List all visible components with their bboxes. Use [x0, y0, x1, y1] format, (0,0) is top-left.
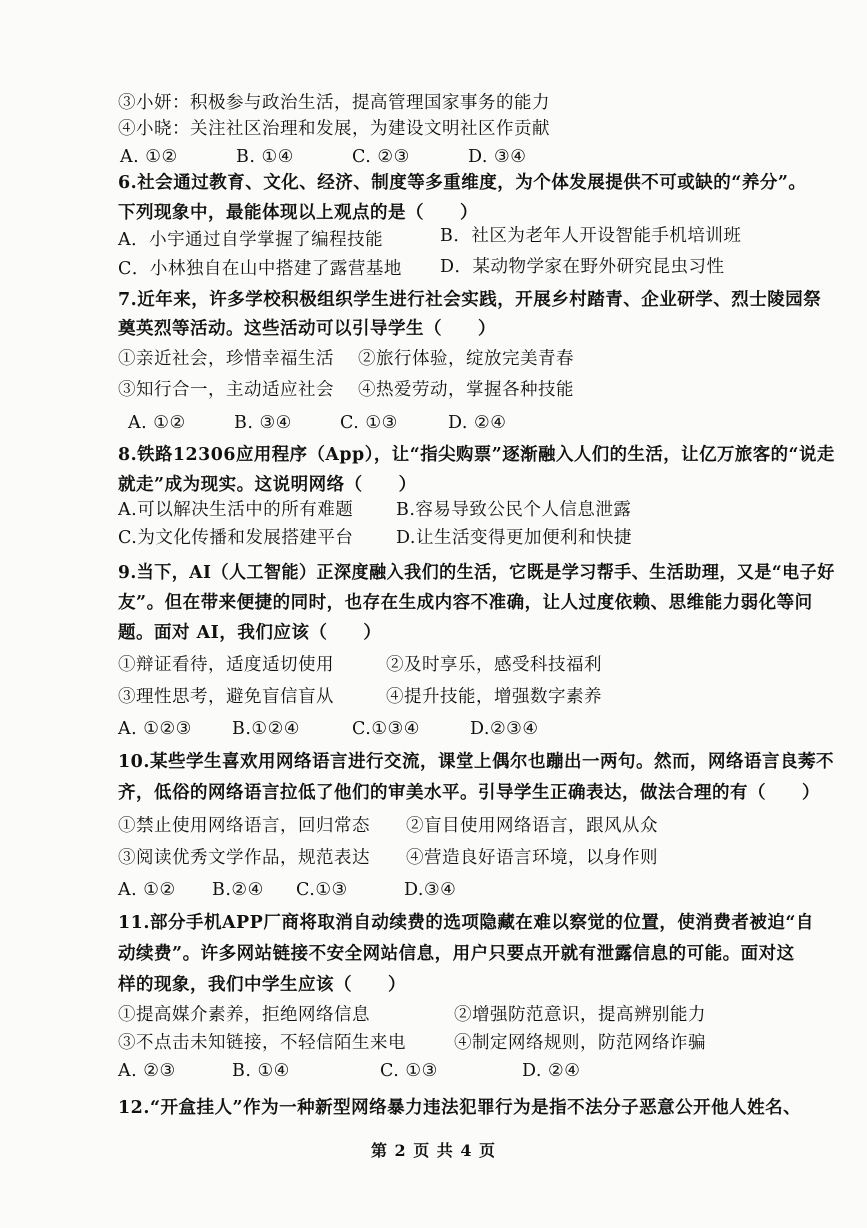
q7-answer-a: A. ①② [128, 413, 186, 433]
q11-stem-line-3: 样的现象，我们中学生应该（ ） [118, 975, 406, 995]
q11-stem-line-2: 动续费”。许多网站链接不安全网站信息，用户只要点开就有泄露信息的可能。面对这 [118, 944, 795, 964]
q9-stem-line-2: 友”。但在带来便捷的同时，也存在生成内容不准确，让人过度依赖、思维能力弱化等问 [118, 593, 813, 613]
q9-answer-a: A. ①②③ [118, 719, 192, 739]
q9-stem-line-3: 题。面对 AI，我们应该（ ） [118, 623, 382, 643]
q10-answer-c: C.①③ [296, 880, 348, 900]
q8-stem-line-1: 8.铁路12306应用程序（App），让“指尖购票”逐渐融入人们的生活，让亿万旅客的“说走 [118, 445, 835, 465]
q11-option-2: ②增强防范意识，提高辨别能力 [454, 1005, 706, 1025]
q8-option-a: A.可以解决生活中的所有难题 [118, 500, 354, 520]
q5-answer-a: A. ①② [120, 147, 178, 167]
q9-answer-b: B.①②④ [232, 719, 300, 739]
q7-option-4: ④热爱劳动，掌握各种技能 [358, 380, 574, 400]
q11-answer-d: D. ②④ [522, 1061, 581, 1081]
q7-answer-c: C. ①③ [340, 413, 398, 433]
q10-stem-line-2: 齐，低俗的网络语言拉低了他们的审美水平。引导学生正确表达，做法合理的有（ ） [118, 783, 820, 803]
q5-option-3: ③小妍：积极参与政治生活，提高管理国家事务的能力 [118, 93, 550, 113]
q8-option-c: C.为文化传播和发展搭建平台 [118, 528, 354, 548]
q8-option-d: D.让生活变得更加便利和快捷 [396, 528, 632, 548]
q5-answer-b: B. ①④ [236, 147, 294, 167]
q11-answer-b: B. ①④ [232, 1061, 290, 1081]
q7-stem-line-1: 7.近年来，许多学校积极组织学生进行社会实践，开展乡村踏青、企业研学、烈士陵园祭 [118, 290, 822, 310]
q8-stem-line-2: 就走”成为现实。这说明网络（ ） [118, 475, 417, 495]
q9-option-3: ③理性思考，避免盲信盲从 [118, 687, 334, 707]
q7-answer-d: D. ②④ [448, 413, 507, 433]
q10-option-4: ④营造良好语言环境，以身作则 [406, 848, 658, 868]
q9-answer-d: D.②③④ [470, 719, 539, 739]
q6-option-d: D．某动物学家在野外研究昆虫习性 [440, 257, 725, 277]
page-number-footer: 第 2 页 共 4 页 [370, 1141, 497, 1160]
q11-option-3: ③不点击未知链接，不轻信陌生来电 [118, 1033, 406, 1053]
q9-option-1: ①辩证看待，适度适切使用 [118, 655, 334, 675]
q6-option-c: C．小林独自在山中搭建了露营基地 [118, 259, 402, 279]
q9-stem-line-1: 9.当下，AI（人工智能）正深度融入我们的生活，它既是学习帮手、生活助理，又是“电子好 [118, 563, 835, 583]
q6-option-b: B．社区为老年人开设智能手机培训班 [440, 226, 742, 246]
q7-option-2: ②旅行体验，绽放完美青春 [358, 349, 574, 369]
q9-option-4: ④提升技能，增强数字素养 [386, 687, 602, 707]
q7-option-3: ③知行合一，主动适应社会 [118, 380, 334, 400]
q11-option-4: ④制定网络规则，防范网络诈骗 [454, 1033, 706, 1053]
q9-answer-c: C.①③④ [352, 719, 420, 739]
q6-stem-line-1: 6.社会通过教育、文化、经济、制度等多重维度，为个体发展提供不可或缺的“养分”。 [118, 173, 807, 193]
q10-stem-line-1: 10.某些学生喜欢用网络语言进行交流，课堂上偶尔也蹦出一两句。然而，网络语言良莠不 [118, 752, 834, 772]
q7-option-1: ①亲近社会，珍惜幸福生活 [118, 349, 334, 369]
q5-answer-d: D. ③④ [468, 147, 527, 167]
q11-option-1: ①提高媒介素养，拒绝网络信息 [118, 1005, 370, 1025]
q10-answer-a: A. ①② [118, 880, 176, 900]
q5-option-4: ④小晓：关注社区治理和发展，为建设文明社区作贡献 [118, 119, 550, 139]
q7-stem-line-2: 奠英烈等活动。这些活动可以引导学生（ ） [118, 319, 496, 339]
q6-stem-line-2: 下列现象中，最能体现以上观点的是（ ） [118, 203, 478, 223]
q7-answer-b: B. ③④ [234, 413, 292, 433]
q8-option-b: B.容易导致公民个人信息泄露 [396, 500, 632, 520]
q6-option-a: A．小宇通过自学掌握了编程技能 [118, 230, 384, 250]
q9-option-2: ②及时享乐，感受科技福利 [386, 655, 602, 675]
q10-option-3: ③阅读优秀文学作品，规范表达 [118, 848, 370, 868]
q5-answer-c: C. ②③ [352, 147, 410, 167]
q11-answer-a: A. ②③ [118, 1061, 176, 1081]
q10-answer-b: B.②④ [212, 880, 264, 900]
q11-answer-c: C. ①③ [380, 1061, 438, 1081]
q10-option-2: ②盲目使用网络语言，跟风从众 [406, 816, 658, 836]
q10-answer-d: D.③④ [404, 880, 457, 900]
q11-stem-line-1: 11.部分手机APP厂商将取消自动续费的选项隐藏在难以察觉的位置，使消费者被迫“自 [118, 913, 814, 933]
q10-option-1: ①禁止使用网络语言，回归常态 [118, 816, 370, 836]
q12-stem-line-1: 12.“开盒挂人”作为一种新型网络暴力违法犯罪行为是指不法分子恶意公开他人姓名、 [118, 1098, 802, 1118]
